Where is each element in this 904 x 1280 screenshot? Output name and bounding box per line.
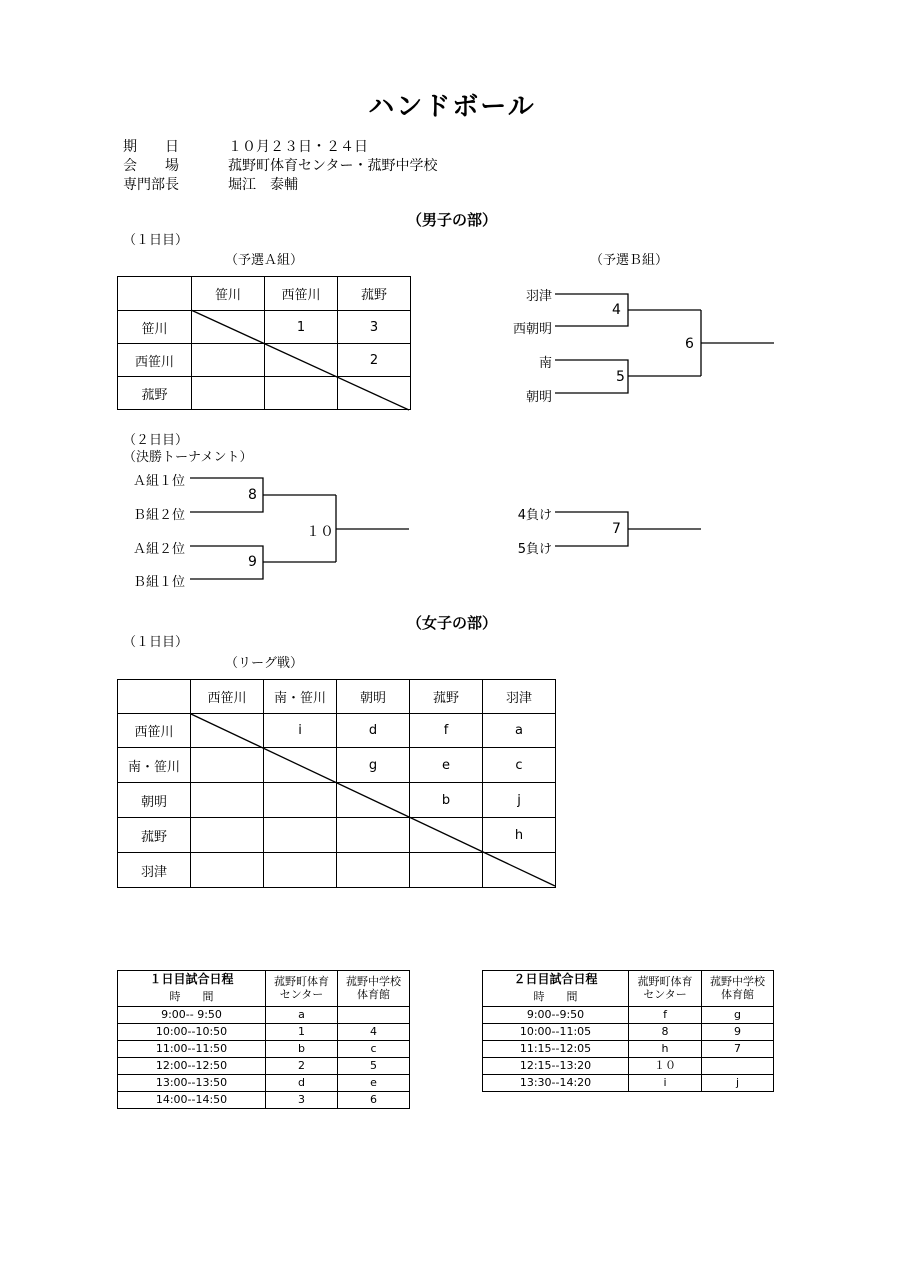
girls-day1-label: （１日目） <box>123 635 189 650</box>
time-cell: 10:00--10:50 <box>118 1024 266 1041</box>
time-cell: 9:00-- 9:50 <box>118 1007 266 1024</box>
school-cell: 7 <box>702 1041 774 1058</box>
row-header: 西笹川 <box>118 714 191 748</box>
col-header: 南・笹川 <box>264 680 337 714</box>
venue-header-line: 体育館 <box>357 987 390 1001</box>
match-cell: f <box>410 714 483 748</box>
groupb-team: 朝明 <box>525 390 552 405</box>
tournament-entry: Ａ組１位 <box>132 474 185 489</box>
center-cell: h <box>629 1041 702 1058</box>
row-header: 笹川 <box>118 311 192 344</box>
venue-label: 会 場 <box>123 158 179 174</box>
center-cell: 8 <box>629 1024 702 1041</box>
col-header: 西笹川 <box>265 277 338 311</box>
group-b-label: （予選Ｂ組） <box>590 253 669 268</box>
bracket-match-number: 5 <box>616 369 625 385</box>
match-cell: a <box>483 714 556 748</box>
tournament-label: （決勝トーナメント） <box>123 450 253 465</box>
row-header: 菰野 <box>118 377 192 410</box>
school-cell: g <box>702 1007 774 1024</box>
match-cell: 3 <box>338 311 411 344</box>
time-cell: 12:15--13:20 <box>483 1058 629 1075</box>
groupb-team: 羽津 <box>525 289 552 304</box>
center-cell: b <box>266 1041 338 1058</box>
match-cell: 2 <box>338 344 411 377</box>
match-cell: 1 <box>265 311 338 344</box>
match-cell: h <box>483 818 556 853</box>
time-header: 時 間 <box>483 989 629 1007</box>
school-cell: c <box>338 1041 410 1058</box>
school-cell: 9 <box>702 1024 774 1041</box>
boys-day1-label: （１日目） <box>123 233 189 248</box>
date-value: １０月２３日・２４日 <box>228 139 368 155</box>
bracket-match-number: 8 <box>248 487 257 503</box>
row-header: 南・笹川 <box>118 748 191 783</box>
schedule-title: １日目試合日程 <box>118 971 266 989</box>
bracket-match-number: 9 <box>248 554 257 570</box>
venue-header-line: 体育館 <box>721 987 754 1001</box>
groupb-team: 西朝明 <box>512 322 552 337</box>
school-cell: 5 <box>338 1058 410 1075</box>
row-header: 朝明 <box>118 783 191 818</box>
match-cell: d <box>337 714 410 748</box>
center-cell: 1 <box>266 1024 338 1041</box>
girls-diagonal <box>191 714 555 886</box>
row-header: 菰野 <box>118 818 191 853</box>
center-cell: f <box>629 1007 702 1024</box>
groupb-team: 南 <box>538 356 552 371</box>
match-cell: i <box>264 714 337 748</box>
consolation-entry: 4負け <box>517 508 552 523</box>
boys-day2-label: （２日目） <box>123 433 189 448</box>
venue-header-line: 菰野町体育 <box>274 975 329 989</box>
bracket-match-number: 4 <box>612 302 621 318</box>
time-cell: 13:00--13:50 <box>118 1075 266 1092</box>
venue-header-line: センター <box>643 987 687 1001</box>
col-header: 羽津 <box>483 680 556 714</box>
venue-value: 菰野町体育センター・菰野中学校 <box>228 158 438 174</box>
consolation-entry: 5負け <box>517 542 552 557</box>
page-title: ハンドボール <box>368 92 536 122</box>
time-cell: 11:15--12:05 <box>483 1041 629 1058</box>
time-cell: 14:00--14:50 <box>118 1092 266 1109</box>
match-cell: e <box>410 748 483 783</box>
chief-label: 専門部長 <box>123 177 179 193</box>
groupb-bracket-upper <box>555 294 628 326</box>
center-cell: a <box>266 1007 338 1024</box>
center-cell: i <box>629 1075 702 1092</box>
time-cell: 11:00--11:50 <box>118 1041 266 1058</box>
date-label: 期 日 <box>123 139 179 155</box>
consolation-bracket <box>555 512 628 546</box>
center-cell: 3 <box>266 1092 338 1109</box>
groupb-bracket-lower <box>555 360 628 393</box>
row-header: 西笹川 <box>118 344 192 377</box>
col-header: 西笹川 <box>191 680 264 714</box>
center-cell: d <box>266 1075 338 1092</box>
school-cell: 4 <box>338 1024 410 1041</box>
school-cell: j <box>702 1075 774 1092</box>
match-cell: g <box>337 748 410 783</box>
tournament-entry: Ｂ組１位 <box>132 575 185 590</box>
venue-header-line: センター <box>279 987 324 1001</box>
league-label: （リーグ戦） <box>225 656 304 671</box>
group-a-label: （予選Ａ組） <box>225 253 304 268</box>
time-cell: 10:00--11:05 <box>483 1024 629 1041</box>
time-cell: 12:00--12:50 <box>118 1058 266 1075</box>
time-header: 時 間 <box>118 989 266 1007</box>
bracket-match-number: 7 <box>612 521 621 537</box>
tournament-entry: Ａ組２位 <box>132 542 185 557</box>
row-header: 羽津 <box>118 853 191 888</box>
school-cell: 6 <box>338 1092 410 1109</box>
col-header: 菰野 <box>410 680 483 714</box>
school-cell: e <box>338 1075 410 1092</box>
group-a-diagonal <box>191 310 409 410</box>
center-cell: １０ <box>629 1058 702 1075</box>
time-cell: 13:30--14:20 <box>483 1075 629 1092</box>
col-header: 笹川 <box>192 277 265 311</box>
tournament-bracket-lower <box>190 546 263 579</box>
bracket-match-number: 6 <box>685 336 694 352</box>
venue-header-line: 菰野中学校 <box>346 975 401 989</box>
tournament-bracket-upper <box>190 478 263 512</box>
schedule-title: ２日目試合日程 <box>483 971 629 989</box>
bracket-match-number: １０ <box>306 524 334 540</box>
chief-value: 堀江 泰輔 <box>228 177 298 193</box>
venue-header-line: 菰野中学校 <box>710 975 765 989</box>
match-cell: b <box>410 783 483 818</box>
match-cell: j <box>483 783 556 818</box>
venue-header-line: 菰野町体育 <box>637 975 693 989</box>
girls-heading: （女子の部） <box>406 614 497 632</box>
col-header: 菰野 <box>338 277 411 311</box>
match-cell: c <box>483 748 556 783</box>
boys-heading: （男子の部） <box>406 211 497 229</box>
tournament-entry: Ｂ組２位 <box>132 508 185 523</box>
col-header: 朝明 <box>337 680 410 714</box>
time-cell: 9:00--9:50 <box>483 1007 629 1024</box>
center-cell: 2 <box>266 1058 338 1075</box>
